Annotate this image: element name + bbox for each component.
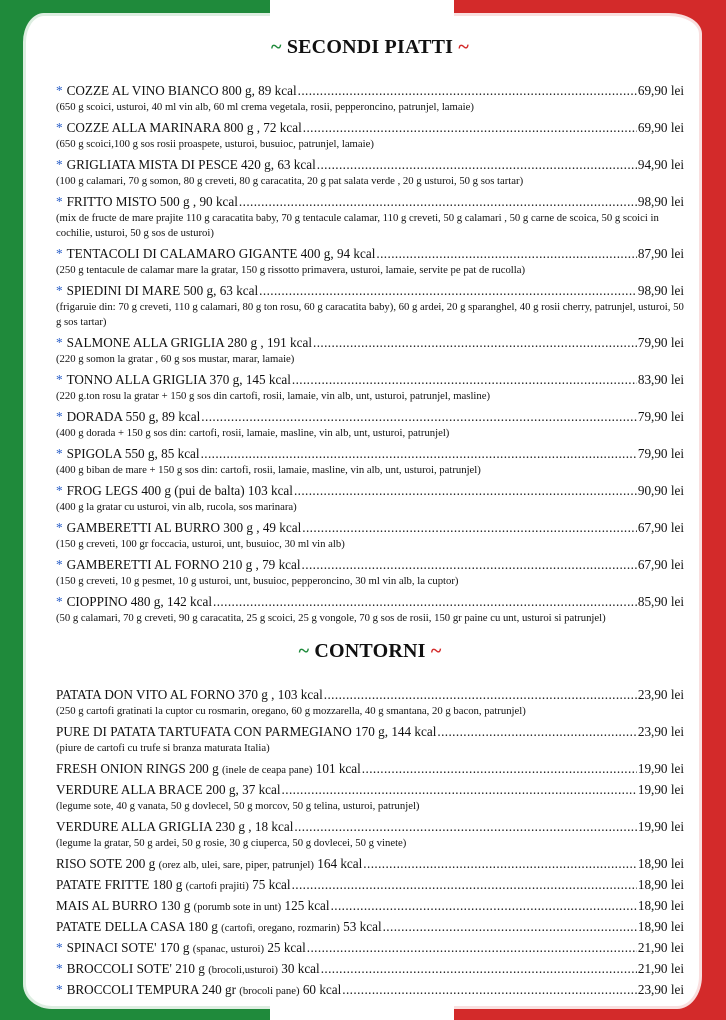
leader-dots <box>294 481 637 500</box>
star-marker: * <box>56 520 63 535</box>
menu-item-description: (400 g biban de mare + 150 g sos din: cartofi, rosii, lamaie, masline, vin alb, unt, usturoi, patrunjel) <box>56 464 481 476</box>
leader-dots <box>376 244 636 263</box>
menu-item <box>56 444 684 478</box>
menu-item-line <box>56 281 684 300</box>
contorni-list <box>56 685 684 1001</box>
menu-item-kcal: 53 kcal <box>343 919 382 934</box>
menu-item-line <box>56 917 684 938</box>
leader-dots <box>437 722 636 741</box>
menu-item-name: BROCCOLI SOTE' 210 g (brocoli,usturoi) 30 kcal <box>66 961 320 976</box>
menu-item-line <box>56 333 684 352</box>
menu-item-name: TONNO ALLA GRIGLIA 370 g, 145 kcal <box>66 372 291 387</box>
menu-item-line <box>56 518 684 537</box>
menu-item-name: SALMONE ALLA GRIGLIA 280 g , 191 kcal <box>66 335 313 350</box>
menu-item-description: (250 g cartofi gratinati la cuptor cu rosmarin, oregano, 60 g mozzarella, 40 g smantana, 20 g bacon, patrunjel) <box>56 705 526 717</box>
star-marker: * <box>56 120 63 135</box>
menu-item-description: (150 g creveti, 10 g pesmet, 10 g usturoi, unt, busuioc, pepperoncino, 30 ml vin alb, la cuptor) <box>56 575 459 587</box>
menu-item-line <box>56 555 684 574</box>
menu-item-price: 67,90 lei <box>637 557 684 572</box>
section-title-contorni: ~ CONTORNI ~ <box>298 640 442 662</box>
menu-item-line <box>56 938 684 959</box>
menu-item-name: SPINACI SOTE' 170 g (spanac, usturoi) 25 kcal <box>66 940 306 955</box>
menu-item-kcal: 101 kcal <box>315 761 361 776</box>
leader-dots <box>342 980 637 999</box>
menu-item-note: (inele de ceapa pane) <box>221 764 313 776</box>
menu-item <box>56 685 684 719</box>
menu-item-line <box>56 118 684 137</box>
menu-item-line <box>56 444 684 463</box>
leader-dots <box>317 155 637 174</box>
menu-item-description: (100 g calamari, 70 g somon, 80 g creveti, 80 g caracatita, 20 g pat salata verde , 20 g usturoi, 50 g sos tartar) <box>56 175 524 187</box>
menu-item-line <box>56 875 684 896</box>
menu-item <box>56 370 684 404</box>
menu-item-note: (orez alb, ulei, sare, piper, patrunjel) <box>158 859 314 871</box>
menu-item-name: FRESH ONION RINGS 200 g (inele de ceapa pane) 101 kcal <box>56 761 361 776</box>
menu-item-name: COZZE ALLA MARINARA 800 g , 72 kcal <box>66 120 302 135</box>
menu-item <box>56 118 684 152</box>
menu-item <box>56 722 684 756</box>
leader-dots <box>201 444 637 463</box>
menu-item-note: (spanac, usturoi) <box>192 943 265 955</box>
menu-item <box>56 780 684 814</box>
star-marker: * <box>56 961 63 976</box>
menu-item-description: (piure de cartofi cu trufe si branza maturata Italia) <box>56 742 270 754</box>
menu-item-name: PATATA DON VITO AL FORNO 370 g , 103 kcal <box>56 687 323 702</box>
star-marker: * <box>56 372 63 387</box>
menu-item <box>56 333 684 367</box>
menu-item-description: (650 g scoici,100 g sos rosii proaspete, usturoi, busuioc, patrunjel, lamaie) <box>56 138 374 150</box>
leader-dots <box>294 817 636 836</box>
menu-item <box>56 817 684 851</box>
menu-item-name: GAMBERETTI AL FORNO 210 g , 79 kcal <box>66 557 301 572</box>
menu-item <box>56 555 684 589</box>
menu-item-price: 83,90 lei <box>637 372 684 387</box>
menu-item-line <box>56 81 684 100</box>
menu-item-description: (mix de fructe de mare prajite 110 g caracatita baby, 70 g tentacule calamar, 110 g creveti, 50 g calamari , 50 g carne de scoica, 50 g scoici in cochilie, usturoi, 50 g sos de usturoi) <box>56 212 659 239</box>
menu-item-price: 79,90 lei <box>637 446 684 461</box>
menu-item-price: 19,90 lei <box>637 819 684 834</box>
menu-item <box>56 81 684 115</box>
menu-item-price: 18,90 lei <box>637 877 684 892</box>
menu-item-line <box>56 817 684 836</box>
menu-item <box>56 875 684 896</box>
menu-item-line <box>56 854 684 875</box>
star-marker: * <box>56 940 63 955</box>
menu-item <box>56 592 684 626</box>
leader-dots <box>313 333 637 352</box>
tilde-decoration: ~ <box>298 640 315 662</box>
leader-dots <box>292 370 637 389</box>
menu-item-price: 67,90 lei <box>637 520 684 535</box>
menu-item-price: 23,90 lei <box>637 982 684 997</box>
menu-item-line <box>56 407 684 426</box>
menu-item <box>56 407 684 441</box>
leader-dots <box>239 192 637 211</box>
star-marker: * <box>56 335 63 350</box>
menu-item-name: SPIGOLA 550 g, 85 kcal <box>66 446 200 461</box>
menu-item-name: VERDURE ALLA GRIGLIA 230 g , 18 kcal <box>56 819 294 834</box>
menu-item-price: 18,90 lei <box>637 919 684 934</box>
menu-item-name: FRITTO MISTO 500 g , 90 kcal <box>66 194 238 209</box>
leader-dots <box>282 780 637 799</box>
menu-item-price: 18,90 lei <box>637 856 684 871</box>
menu-item <box>56 281 684 330</box>
menu-item-description: (legume la gratar, 50 g ardei, 50 g rosie, 30 g ciuperca, 50 g dovlecei, 50 g vinete) <box>56 837 407 849</box>
leader-dots <box>303 118 637 137</box>
menu-item-description: (250 g tentacule de calamar mare la gratar, 150 g rissotto primavera, usturoi, lamaie, servite pe pat de rucolla) <box>56 264 526 276</box>
menu-item-kcal: 60 kcal <box>302 982 342 997</box>
leader-dots <box>362 759 637 778</box>
menu-item <box>56 854 684 875</box>
menu-item-name: FROG LEGS 400 g (pui de balta) 103 kcal <box>66 483 293 498</box>
menu-item-name: RISO SOTE 200 g (orez alb, ulei, sare, piper, patrunjel) 164 kcal <box>56 856 363 871</box>
menu-item-kcal: 30 kcal <box>281 961 320 976</box>
secondi-list <box>56 81 684 626</box>
menu-item-name: MAIS AL BURRO 130 g (porumb sote in unt) 125 kcal <box>56 898 330 913</box>
menu-item-line <box>56 685 684 704</box>
menu-item-price: 23,90 lei <box>637 724 684 739</box>
menu-item <box>56 244 684 278</box>
menu-item <box>56 759 684 780</box>
leader-dots <box>292 875 637 894</box>
menu-item-description: (220 g.ton rosu la gratar + 150 g sos din cartofi, rosii, lamaie, vin alb, unt, usturoi, patrunjel, masline) <box>56 390 491 402</box>
leader-dots <box>307 938 637 957</box>
menu-item-name: GRIGLIATA MISTA DI PESCE 420 g, 63 kcal <box>66 157 316 172</box>
star-marker: * <box>56 83 63 98</box>
menu-item-name: CIOPPINO 480 g, 142 kcal <box>66 594 213 609</box>
menu-item-price: 85,90 lei <box>637 594 684 609</box>
menu-item-price: 69,90 lei <box>637 120 684 135</box>
menu-item-price: 79,90 lei <box>637 409 684 424</box>
menu-item-description: (frigaruie din: 70 g creveti, 110 g calamari, 80 g ton rosu, 60 g caracatita baby), 60 g ardei, 20 g sparanghel, 40 g rosii cherry, patrunjel, usturoi, 50 g sos tartar) <box>56 301 684 328</box>
menu-item-price: 23,90 lei <box>637 687 684 702</box>
menu-item <box>56 980 684 1001</box>
menu-item-description: (220 g somon la gratar , 60 g sos mustar, marar, lamaie) <box>56 353 295 365</box>
leader-dots <box>213 592 637 611</box>
tilde-decoration: ~ <box>271 36 287 58</box>
leader-dots <box>298 81 637 100</box>
menu-item-name: TENTACOLI DI CALAMARO GIGANTE 400 g, 94 kcal <box>66 246 376 261</box>
menu-item-line <box>56 592 684 611</box>
star-marker: * <box>56 982 63 997</box>
menu-item-name: SPIEDINI DI MARE 500 g, 63 kcal <box>66 283 259 298</box>
star-marker: * <box>56 557 63 572</box>
menu-item <box>56 896 684 917</box>
menu-item-description: (legume sote, 40 g vanata, 50 g dovlecel, 50 g morcov, 50 g telina, usturoi, patrunjel) <box>56 800 420 812</box>
leader-dots <box>324 685 637 704</box>
menu-item <box>56 938 684 959</box>
menu-item-price: 19,90 lei <box>637 761 684 776</box>
menu-item-line <box>56 722 684 741</box>
leader-dots <box>383 917 637 936</box>
menu-item-kcal: 25 kcal <box>267 940 306 955</box>
leader-dots <box>363 854 637 873</box>
menu-item-description: (50 g calamari, 70 g creveti, 90 g caracatita, 25 g scoici, 25 g vongole, 70 g sos de rosii, 150 gr paine cu unt, usturoi si patrunjel) <box>56 612 606 624</box>
menu-item-name: BROCCOLI TEMPURA 240 gr (brocoli pane) 60 kcal <box>66 982 342 997</box>
menu-item-line <box>56 244 684 263</box>
leader-dots <box>259 281 637 300</box>
star-marker: * <box>56 194 63 209</box>
menu-content <box>56 36 684 1001</box>
menu-item-note: (porumb sote in unt) <box>193 901 282 913</box>
menu-item-line <box>56 959 684 980</box>
leader-dots <box>331 896 637 915</box>
menu-item-price: 98,90 lei <box>637 283 684 298</box>
menu-item-kcal: 125 kcal <box>284 898 330 913</box>
menu-item-price: 87,90 lei <box>637 246 684 261</box>
menu-item-name: PATATE FRITTE 180 g (cartofi prajiti) 75 kcal <box>56 877 291 892</box>
menu-item-note: (brocoli,usturoi) <box>208 964 278 976</box>
star-marker: * <box>56 483 63 498</box>
menu-item <box>56 917 684 938</box>
menu-item-name: PATATE DELLA CASA 180 g (cartofi, oregano, rozmarin) 53 kcal <box>56 919 382 934</box>
menu-item <box>56 518 684 552</box>
menu-item-price: 98,90 lei <box>637 194 684 209</box>
menu-item-name: GAMBERETTI AL BURRO 300 g , 49 kcal <box>66 520 302 535</box>
menu-item-line <box>56 780 684 799</box>
menu-item-price: 94,90 lei <box>637 157 684 172</box>
menu-item-price: 69,90 lei <box>637 83 684 98</box>
menu-item <box>56 192 684 241</box>
menu-item-line <box>56 370 684 389</box>
menu-item <box>56 155 684 189</box>
leader-dots <box>302 555 637 574</box>
section-title-secondi: ~ SECONDI PIATTI ~ <box>271 36 469 58</box>
menu-item-name: PURE DI PATATA TARTUFATA CON PARMEGIANO 170 g, 144 kcal <box>56 724 437 739</box>
menu-item-price: 90,90 lei <box>637 483 684 498</box>
menu-item-line <box>56 192 684 211</box>
menu-item-kcal: 75 kcal <box>252 877 291 892</box>
menu-item-price: 79,90 lei <box>637 335 684 350</box>
menu-item-note: (cartofi, oregano, rozmarin) <box>221 922 340 934</box>
menu-item <box>56 481 684 515</box>
menu-item-name: COZZE AL VINO BIANCO 800 g, 89 kcal <box>66 83 297 98</box>
tilde-decoration: ~ <box>453 36 469 58</box>
star-marker: * <box>56 246 63 261</box>
menu-item-line <box>56 481 684 500</box>
menu-item-price: 18,90 lei <box>637 898 684 913</box>
leader-dots <box>302 518 637 537</box>
menu-item-description: (650 g scoici, usturoi, 40 ml vin alb, 60 ml crema vegetala, rosii, pepperoncino, patrunjel, lamaie) <box>56 101 474 113</box>
menu-item-note: (brocoli pane) <box>239 985 300 997</box>
menu-item-price: 21,90 lei <box>637 940 684 955</box>
star-marker: * <box>56 409 63 424</box>
menu-item-line <box>56 759 684 780</box>
leader-dots <box>321 959 637 978</box>
star-marker: * <box>56 594 63 609</box>
menu-item-name: VERDURE ALLA BRACE 200 g, 37 kcal <box>56 782 281 797</box>
star-marker: * <box>56 157 63 172</box>
menu-item-note: (cartofi prajiti) <box>185 880 249 892</box>
star-marker: * <box>56 283 63 298</box>
tilde-decoration: ~ <box>425 640 442 662</box>
menu-item-name: DORADA 550 g, 89 kcal <box>66 409 201 424</box>
leader-dots <box>201 407 637 426</box>
menu-item-kcal: 164 kcal <box>317 856 363 871</box>
menu-item-price: 19,90 lei <box>637 782 684 797</box>
menu-item-line <box>56 155 684 174</box>
menu-item-line <box>56 896 684 917</box>
menu-item <box>56 959 684 980</box>
menu-item-description: (150 g creveti, 100 gr foccacia, usturoi, unt, busuioc, 30 ml vin alb) <box>56 538 345 550</box>
star-marker: * <box>56 446 63 461</box>
menu-item-description: (400 g dorada + 150 g sos din: cartofi, rosii, lamaie, masline, vin alb, unt, usturoi, patrunjel) <box>56 427 450 439</box>
menu-item-line <box>56 980 684 1001</box>
menu-item-description: (400 g la gratar cu usturoi, vin alb, rucola, sos marinara) <box>56 501 297 513</box>
menu-item-price: 21,90 lei <box>637 961 684 976</box>
